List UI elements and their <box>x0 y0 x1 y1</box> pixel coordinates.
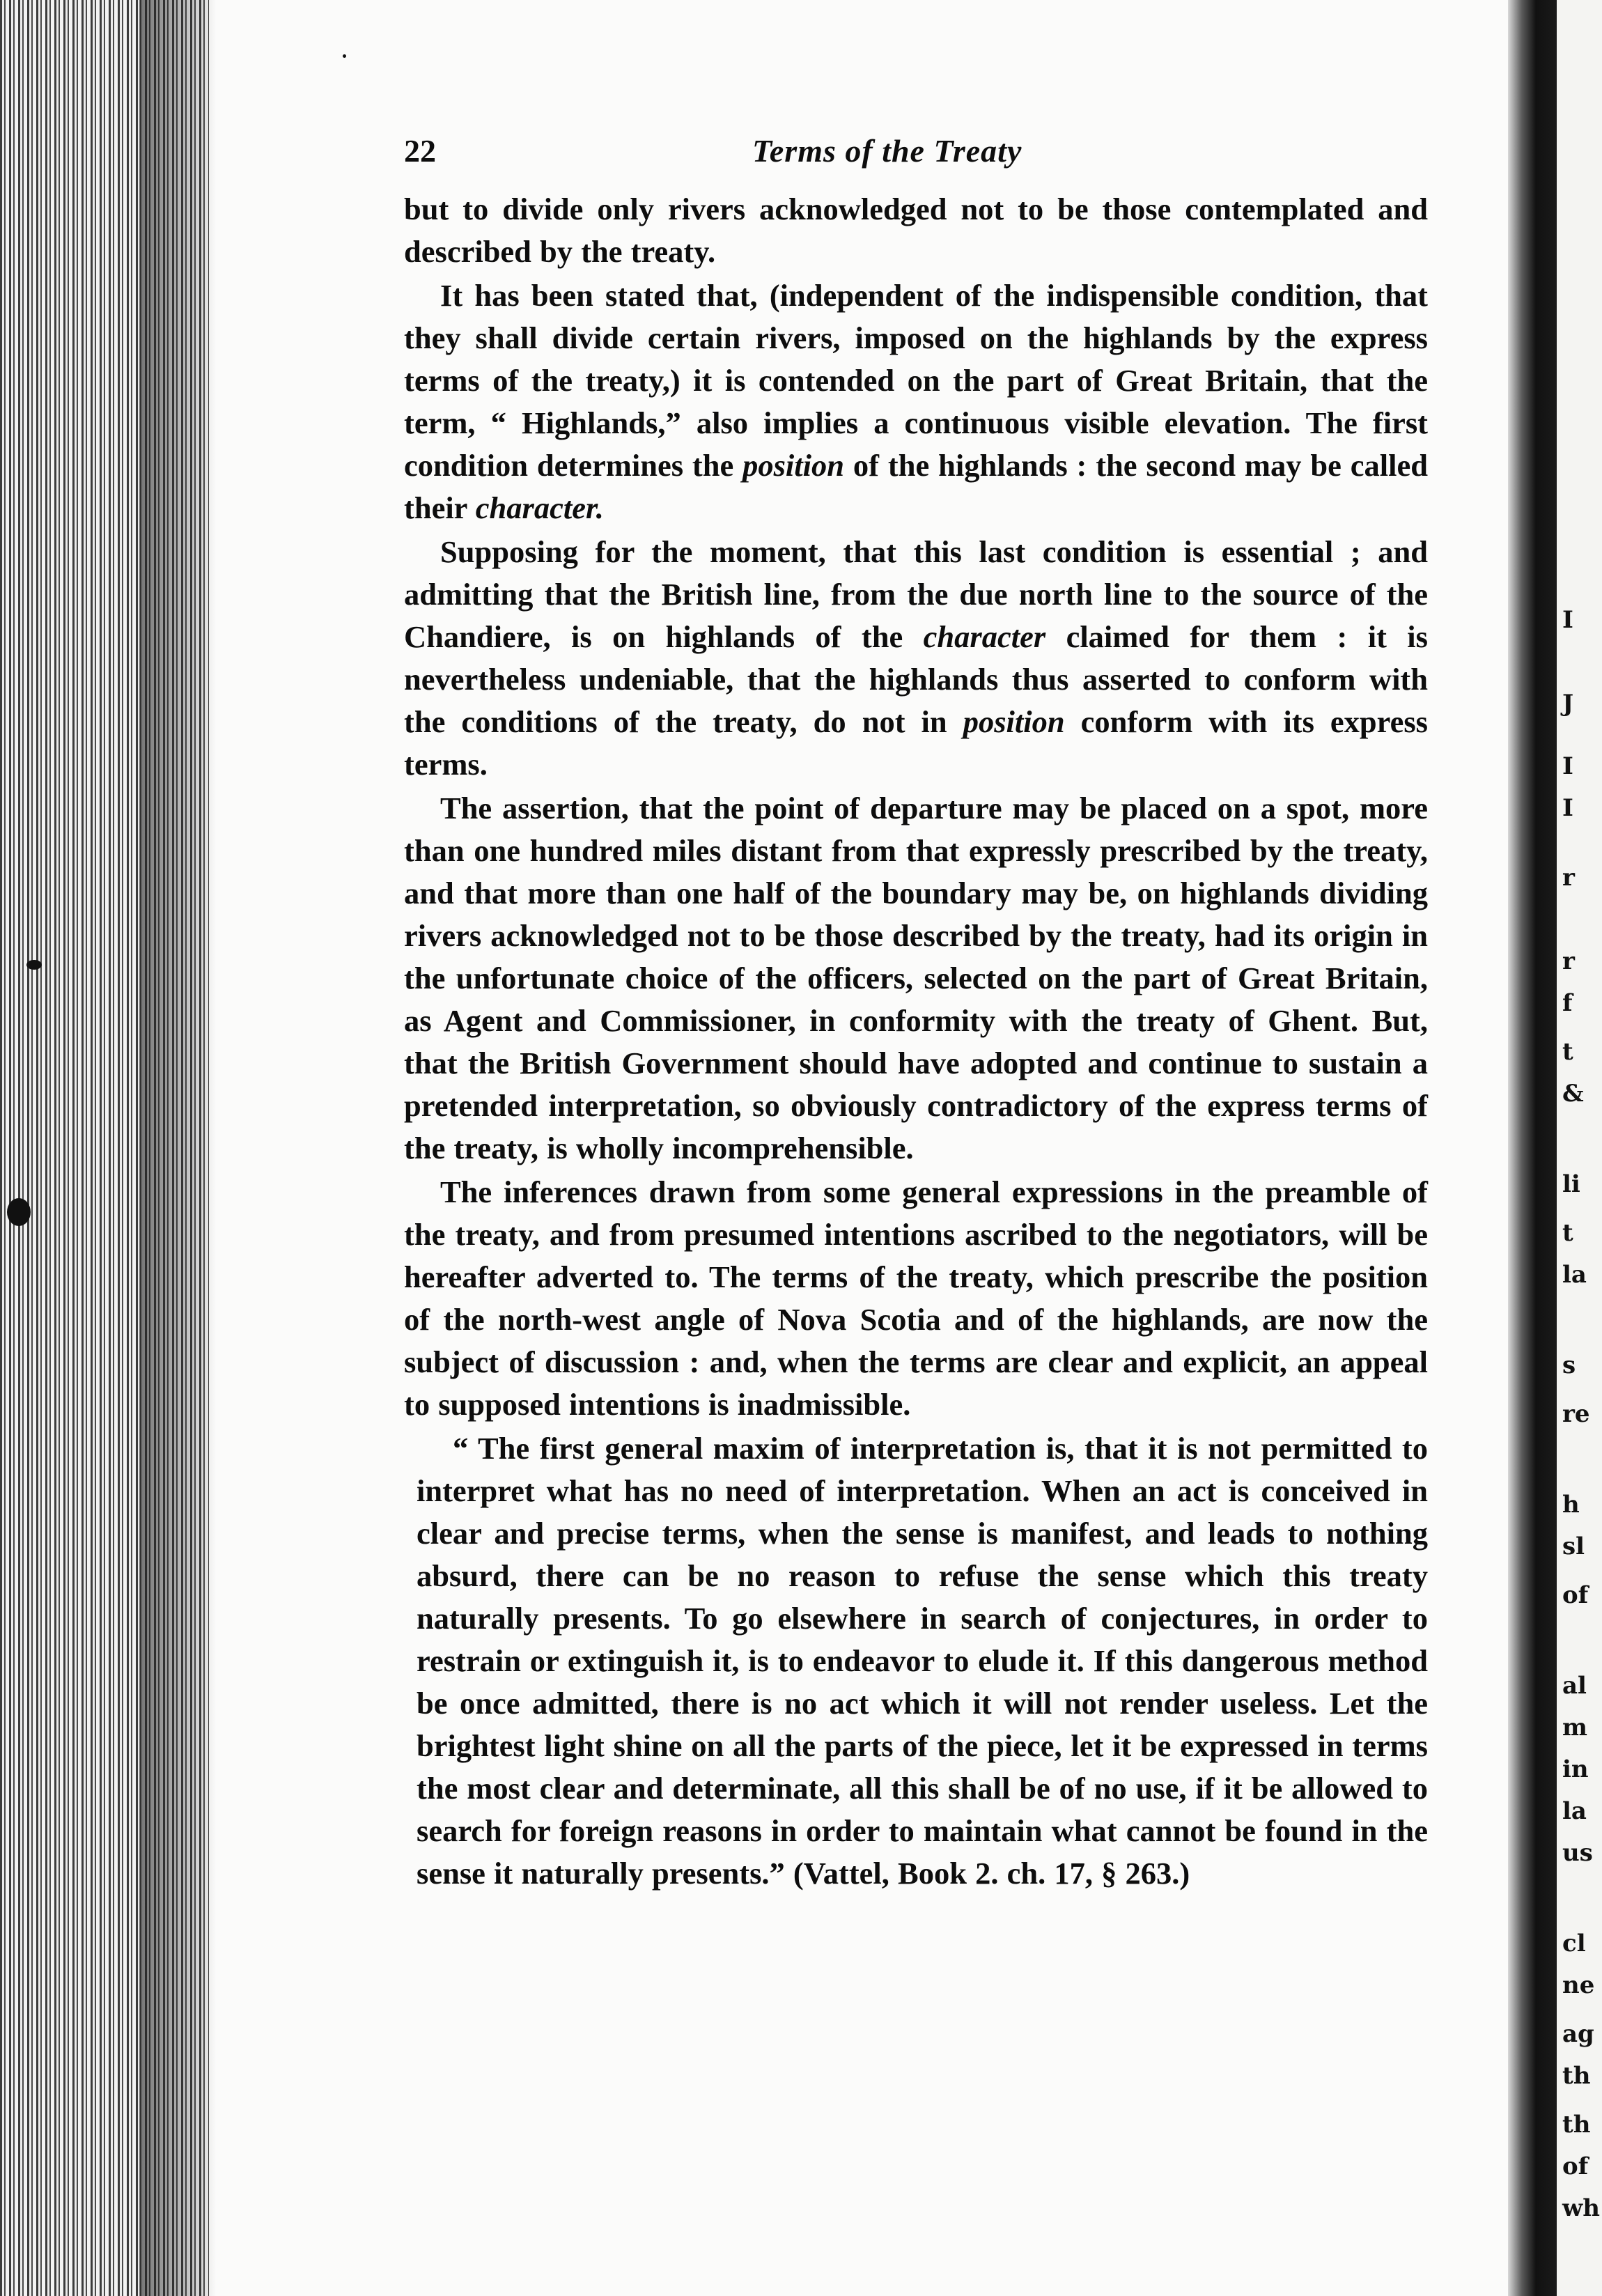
facing-page-fragment: J <box>1562 690 1574 718</box>
margin-speck <box>7 1198 31 1226</box>
facing-page-fragment: r <box>1562 947 1575 975</box>
facing-page-fragment: t <box>1562 1038 1573 1066</box>
facing-page-sliver <box>1557 0 1602 2296</box>
facing-page-fragment: wh <box>1562 2194 1600 2222</box>
page-number: 22 <box>404 133 436 169</box>
facing-page-fragment: ag <box>1562 2020 1594 2048</box>
facing-page-fragment: li <box>1562 1170 1580 1198</box>
facing-page-fragment: cl <box>1562 1930 1586 1957</box>
paragraph <box>404 1427 1428 1895</box>
paragraph <box>404 1171 1428 1426</box>
facing-page-fragment: us <box>1562 1839 1593 1867</box>
gutter-shadow <box>139 0 216 2296</box>
running-title: Terms of the Treaty <box>752 133 1022 169</box>
facing-page-fragment: m <box>1562 1714 1587 1742</box>
paragraph <box>404 531 1428 786</box>
paragraph-text: Supposing for the moment, that this last condition is essential ; and admitting that the British line, from the due north line to the source of the Chandiere, is on highlands of the <box>404 534 1428 654</box>
paragraph-text: The inferences drawn from some general expressions in the preamble of the treaty, and from presumed intentions ascribed to the negotiators, will be hereafter adverted to. The terms of the treaty, which prescribe the position of the north-west angle of Nova Scotia and of the highlands, are now the subject of discussion : and, when the terms are clear and explicit, an appeal to supposed intentions is inadmissible. <box>404 1174 1428 1422</box>
facing-page-fragment: th <box>1562 2111 1591 2139</box>
facing-page-fragment: I <box>1562 606 1573 634</box>
paragraph-text: conform with its express terms. <box>404 704 1428 782</box>
facing-page-fragment: th <box>1562 2062 1591 2090</box>
italic-text: position <box>963 704 1065 739</box>
margin-speck <box>26 960 42 970</box>
facing-page-fragment: h <box>1562 1491 1580 1519</box>
facing-page-fragment: & <box>1562 1080 1584 1108</box>
facing-page-fragment: I <box>1562 752 1573 780</box>
facing-page-fragment: in <box>1562 1755 1589 1783</box>
facing-page-fragment: t <box>1562 1219 1573 1247</box>
paragraph-text: “ The first general maxim of interpretation is, that it is not permitted to interpret what has no need of interpretation. When an act is conceived in clear and precise terms, when the sense is manifest, and leads to nothing absurd, there can be no reason to refuse the sense which this treaty naturally presents. To go elsewhere in search of conjectures, in order to restrain or extinguish it, is to endeavor to elude it. If this dangerous method be once admitted, there is no act which it will not render useless. Let the brightest light shine on all the parts of the piece, let it be expressed in terms the most clear and determinate, all this shall be of no use, if it be allowed to search for foreign reasons in order to maintain what cannot be found in the sense it naturally presents.” (Vattel, Book 2. ch. 17, § 263.) <box>417 1431 1428 1891</box>
paragraph <box>404 274 1428 529</box>
italic-text: position <box>742 448 845 483</box>
paragraph-text: claimed for them : it is nevertheless undeniable, that the highlands thus asserted to conform with the conditions of the treaty, do not in <box>404 619 1428 739</box>
text-block <box>404 188 1428 1895</box>
facing-page-fragment: of <box>1562 1581 1589 1609</box>
facing-page-fragment: re <box>1562 1400 1590 1428</box>
facing-page-fragment: r <box>1562 864 1575 892</box>
binding-edge <box>1508 0 1557 2296</box>
facing-page-fragment: sl <box>1562 1533 1585 1560</box>
italic-text: character <box>923 619 1046 654</box>
margin-speck <box>343 54 346 58</box>
facing-page-fragment: la <box>1562 1797 1587 1825</box>
paragraph-text: but to divide only rivers acknowledged not to be those contemplated and described by the treaty. <box>404 192 1428 269</box>
paragraph <box>404 787 1428 1170</box>
facing-page-fragment: of <box>1562 2152 1589 2180</box>
facing-page-fragment: la <box>1562 1261 1587 1289</box>
facing-page-fragment: f <box>1562 989 1573 1017</box>
paragraph-text: The assertion, that the point of departure may be placed on a spot, more than one hundred miles distant from that expressly prescribed by the treaty, and that more than one half of the boundary may be, on highlands dividing rivers acknowledged not to be those described by the treaty, had its origin in the unfortunate choice of the officers, selected on the part of Great Britain, as Agent and Commissioner, in conformity with the treaty of Ghent. But, that the British Government should have adopted and continue to sustain a pretended interpretation, so obviously contradictory of the express terms of the treaty, is wholly incomprehensible. <box>404 791 1428 1165</box>
paragraph <box>404 188 1428 273</box>
paragraph-text: of the highlands : the second may be called their <box>404 448 1428 525</box>
facing-page-fragment: s <box>1562 1351 1576 1379</box>
facing-page-fragment: I <box>1562 794 1573 822</box>
page-body <box>404 125 1428 1896</box>
facing-page-fragment: al <box>1562 1672 1587 1700</box>
running-head <box>404 125 1428 188</box>
paragraph-text: It has been stated that, (independent of the indispensible condition, that they shall divide certain rivers, imposed on the highlands by the express terms of the treaty,) it is contended on the part of Great Britain, that the term, “ Highlands,” also implies a continuous visible elevation. The first condition determines the <box>404 278 1428 483</box>
facing-page-fragment: ne <box>1562 1971 1595 1999</box>
italic-text: character. <box>475 490 604 525</box>
